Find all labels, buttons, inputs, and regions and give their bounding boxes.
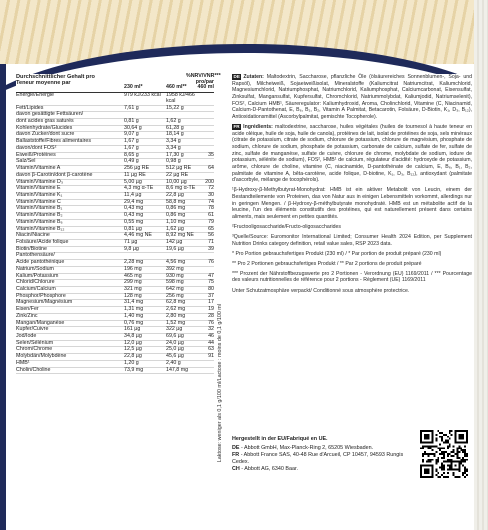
table-row bbox=[16, 354, 214, 361]
row-value-nrv bbox=[198, 146, 214, 152]
header-col-nrv-sub: pro/par 460 ml bbox=[195, 78, 214, 91]
row-value-230ml: 4,3 mg α-TE bbox=[124, 185, 154, 192]
row-value-460ml: 322 µg bbox=[166, 326, 183, 333]
row-value-nrv: 91 bbox=[208, 353, 214, 360]
row-label: Kalium/Potassium bbox=[16, 272, 59, 279]
lactose-note bbox=[217, 304, 227, 464]
table-row bbox=[16, 368, 214, 375]
row-value-nrv bbox=[198, 139, 214, 145]
row-label: dont acides gras saturés bbox=[16, 118, 74, 125]
row-label: Cholin/Choline bbox=[16, 366, 51, 373]
row-value-460ml: 22 µg RE bbox=[166, 171, 189, 178]
row-value-nrv: 71 bbox=[208, 238, 214, 245]
row-value-nrv bbox=[198, 132, 214, 138]
row-label: davon β-Carotin/dont β-carotène bbox=[16, 171, 93, 178]
row-value-nrv bbox=[198, 112, 214, 118]
row-value-230ml: 1,67 g bbox=[124, 138, 139, 145]
nutrition-rows bbox=[16, 93, 214, 374]
row-value-460ml: 3,34 g bbox=[166, 138, 181, 145]
row-value-nrv: 32 bbox=[208, 326, 214, 333]
row-value-230ml: 12,5 µg bbox=[124, 346, 142, 353]
row-value-460ml: 2,62 mg bbox=[166, 306, 186, 313]
row-value-460ml: 642 mg bbox=[166, 286, 184, 292]
row-value-460ml: 1,10 mg bbox=[166, 218, 186, 225]
row-value-460ml: 22,8 µg bbox=[166, 191, 184, 198]
row-value-230ml: 11,4 µg bbox=[124, 191, 142, 198]
row-label: Vitamin/Vitamine B₆ bbox=[16, 218, 63, 225]
row-label: Ballaststoffe/Fibres alimentaires bbox=[16, 138, 91, 145]
row-value-230ml: 979 kJ/233 kcal bbox=[124, 92, 161, 99]
lactose-note-text: Laktose: weniger als 0,1 g/100 ml/Lactose : moins de 0,1 g/100 ml bbox=[217, 304, 223, 463]
footnote-two-portions: ** Pro 2 Portionen gebrauchsfertiges Produkt / ** Par 2 portions de produit préparé bbox=[232, 260, 422, 267]
row-value-460ml: 392 mg bbox=[166, 265, 184, 272]
row-value-460ml: 19,6 µg bbox=[166, 245, 184, 252]
row-value-460ml: 256 mg bbox=[166, 292, 184, 299]
row-label: Mangan/Manganèse bbox=[16, 319, 65, 326]
decorative-left-stripe bbox=[0, 64, 6, 530]
row-value-nrv: 76 bbox=[208, 319, 214, 326]
row-value-230ml: 7,61 g bbox=[124, 104, 139, 111]
row-value-nrv bbox=[198, 368, 214, 374]
row-value-230ml: 34,8 µg bbox=[124, 333, 142, 340]
row-value-460ml: 3,34 g bbox=[166, 144, 181, 151]
row-value-nrv: 30 bbox=[208, 191, 214, 198]
header-label-fr: Teneur moyenne par bbox=[16, 80, 71, 87]
row-value-230ml: 0,76 mg bbox=[124, 319, 144, 326]
row-value-460ml: 24,0 µg bbox=[166, 339, 184, 346]
row-value-nrv: 65 bbox=[208, 225, 214, 232]
ingredients-column bbox=[232, 74, 472, 298]
nutrition-table-header bbox=[16, 73, 221, 93]
footnote-packaging: Unter Schutzatmosphäre verpackt/ Conditionné sous atmosphère protectrice. bbox=[232, 287, 410, 294]
label-panel bbox=[16, 74, 474, 524]
row-value-230ml: 321 mg bbox=[124, 286, 142, 292]
row-label: Magnesium/Magnésium bbox=[16, 299, 73, 306]
row-value-nrv: 63 bbox=[208, 346, 214, 353]
row-value-nrv: 44 bbox=[208, 339, 214, 346]
row-label: Vitamin/Vitamine B₁₂ bbox=[16, 225, 65, 232]
row-label: Salz/Sel bbox=[16, 158, 36, 165]
row-label: Calcium/Calcium bbox=[16, 286, 56, 292]
row-value-nrv: 74 bbox=[208, 198, 214, 205]
header-label-de: Durchschnittlicher Gehalt pro bbox=[16, 74, 95, 80]
row-value-460ml: 61,28 g bbox=[166, 124, 184, 131]
row-value-460ml: 0,98 g bbox=[166, 158, 181, 165]
row-value-nrv bbox=[198, 173, 214, 179]
row-value-460ml: 2,40 g bbox=[166, 359, 181, 366]
row-value-230ml: 1,40 mg bbox=[124, 312, 144, 319]
row-value-230ml: 0,49 g bbox=[124, 158, 139, 165]
row-value-230ml: 299 mg bbox=[124, 279, 142, 286]
header-col-230ml: 230 ml* bbox=[124, 84, 143, 91]
row-value-460ml: 15,22 g bbox=[166, 104, 184, 111]
row-value-230ml: 9,8 µg bbox=[124, 245, 139, 252]
row-value-460ml: 1,62 µg bbox=[166, 225, 184, 232]
row-label: Kohlenhydrate/Glucides bbox=[16, 124, 73, 131]
row-label: HMB¹ bbox=[16, 359, 30, 366]
row-value-230ml: 4,46 mg NE bbox=[124, 232, 152, 239]
footnote-source: ³Quelle/Source: Euromonitor International Limited; Consumer Health 2024 Edition, per Supplement Nutrition Drinks category definition, retail value sales, RSP 2023 data. bbox=[232, 234, 472, 247]
row-value-460ml: 8,6 mg α-TE bbox=[166, 185, 196, 192]
ingredients-de-label: Zutaten: bbox=[243, 74, 264, 80]
row-label: Jod/Iode bbox=[16, 333, 37, 340]
row-value-nrv: 72 bbox=[208, 185, 214, 192]
row-value-230ml: 161 µg bbox=[124, 326, 141, 333]
ingredients-de-body: Maltodextrin, Saccharose, pflanzliche Öle (ölsäurereiches Sonnenblumen-, Soja- und Rapsöl), Milcheiweiß, Sojaeiweißisolat, Mineralstoffe (Kaliumcitrat Natriumcitrat, Kaliumchlorid, Magnesiumchlorid, Natriumphosphat, Natriumchlorid, Kaliumphosphat, Calciumcarbonat, Eisensulfat, Zinksulfat, Mangansulfat, Kupfersulfat, Chromchlorid, Natriummolybdat, Kaliumjodid, Natriumselenit), FOS², Calcium HMB¹, Säureregulator: Kaliumhydroxid, Aroma, Cholinchlorid, Vitamine (C, Niacinamid, Calcium-D-Pantothenat, E, B₆, B₁, B₂, Vitamin A Palmitat, Betacarotin, Folsäure, D-Biotin, K₁, D₃, B₁₂), Antioxidationsmittel (Ascorbylpalmitat, gemischte Tocopherole). bbox=[232, 74, 472, 120]
row-value-230ml: 5,00 µg bbox=[124, 178, 142, 185]
row-value-nrv: 78 bbox=[208, 205, 214, 212]
row-value-nrv: 80 bbox=[208, 286, 214, 292]
row-value-nrv bbox=[198, 119, 214, 125]
row-value-460ml: 1958 kJ/466 kcal bbox=[166, 92, 195, 104]
row-label: Kupfer/Cuivre bbox=[16, 326, 49, 333]
row-value-460ml: 512 µg RE bbox=[166, 165, 192, 172]
lang-badge-fr: FR bbox=[233, 123, 240, 129]
ingredients-fr bbox=[232, 124, 472, 184]
row-value-230ml: 0,43 mg bbox=[124, 212, 144, 219]
row-value-nrv: 19 bbox=[208, 306, 214, 313]
row-value-460ml: 598 mg bbox=[166, 279, 184, 286]
manufacturer-de: DE - Abbott GmbH, Max-Planck-Ring 2, 65205 Wiesbaden. bbox=[232, 445, 374, 452]
row-label: Vitamin/Vitamine B₂ bbox=[16, 212, 63, 219]
row-value-230ml: 2,28 mg bbox=[124, 259, 144, 266]
row-label: Vitamin/Vitamine E bbox=[16, 185, 61, 192]
row-label: Fett/Lipides bbox=[16, 104, 44, 111]
manufacturer-fr: FR - Abbott France SAS, 40-48 Rue d'Arcueil, CP 10457, 94593 Rungis Cedex. bbox=[232, 452, 404, 466]
row-label: Chlorid/Chlorure bbox=[16, 279, 55, 286]
row-value-230ml: 11 µg RE bbox=[124, 171, 146, 178]
row-value-460ml: 1,62 g bbox=[166, 118, 181, 125]
row-value-460ml: 930 mg bbox=[166, 272, 184, 279]
row-value-nrv: 79 bbox=[208, 218, 214, 225]
row-value-230ml: 0,55 mg bbox=[124, 218, 144, 225]
row-value-nrv: 200 bbox=[205, 178, 214, 185]
row-value-nrv bbox=[198, 126, 214, 132]
row-value-460ml: 2,80 mg bbox=[166, 312, 186, 319]
row-value-460ml: 69,6 µg bbox=[166, 333, 184, 340]
row-value-230ml: 1,67 g bbox=[124, 144, 139, 151]
ingredients-fr-body: maltodextrine, saccharose, huiles végétales (huiles de tournesol à haute teneur en acide oléique, huile de soja, huile de canola), protéines de lait, isolat de protéines de soja, sels minéraux (citrate de potassium, citrate de sodium, chlorure de potassium, chlorure de magnésium, phosphate de sodium, chlorure de sodium, phosphate de potassium, carbonate de calcium, sulfate de fer, sulfate de zinc, sulfate de manganèse, sulfate de cuivre, chlorure de chrome, molybdate de sodium, iodure de potassium, sélénite de sodium), FOS², HMB¹ de calcium, régulateur d'acidité: hydroxyde de potassium, arôme, chlorure de choline, vitamine (C, niacinamide, D-pantothénate de calcium, E, B₆, B₁, B₂, palmitate de vitamine A, bêta-carotène, acide folique, D-biotine, K₁, D₃, B₁₂), antioxydant (palmitate d'ascorbyle, mélange de tocophérols). bbox=[232, 123, 472, 184]
footnote-hmb: ¹β-Hydroxy-β-Methylbutyrat-Monohydrat: HMB ist ein aktiver Metabolit von Leucin, einem der Bestandteilemente von Proteinen, das von Natur aus in einigen Lebensmitteln vorkommt, allerdings nur in geringen Mengen. / β-Hydroxy-β-méthylbutyrate monohydraté. HMB est un métabolite actif de la leucine, l'un des éléments constitutifs des protéines, qui est naturellement présent dans certains aliments, mais seulement en petites quantités. bbox=[232, 187, 472, 220]
row-value-460ml: 0,86 mg bbox=[166, 205, 186, 212]
decorative-right-edge bbox=[474, 0, 488, 530]
table-row bbox=[16, 153, 214, 160]
row-value-460ml: 147,8 mg bbox=[166, 366, 189, 373]
row-label: Selen/Sélénium bbox=[16, 339, 54, 346]
manufacturer-ch: CH - Abbott AG, 6340 Baar. bbox=[232, 466, 298, 473]
row-value-460ml: 58,8 mg bbox=[166, 198, 186, 205]
row-value-460ml: 0,86 mg bbox=[166, 212, 186, 219]
row-label: davon gesättigte Fettsäuren/ bbox=[16, 111, 84, 118]
row-value-230ml: 128 mg bbox=[124, 292, 142, 299]
row-value-460ml: 1,52 mg bbox=[166, 319, 186, 326]
row-label: Eisen/Fer bbox=[16, 306, 39, 313]
header-col-nrv: %NRV/VNR*** bbox=[186, 73, 221, 79]
row-value-nrv: 61 bbox=[208, 212, 214, 219]
row-label: Vitamin/Vitamine C bbox=[16, 198, 61, 205]
row-value-230ml: 29,4 mg bbox=[124, 198, 144, 205]
row-label: davon/dont FOS² bbox=[16, 144, 57, 151]
row-value-nrv: 17 bbox=[208, 299, 214, 306]
row-value-460ml: 18,14 g bbox=[166, 131, 184, 138]
qr-code-icon[interactable] bbox=[420, 430, 468, 478]
row-label: Vitamin/Vitamine A bbox=[16, 165, 61, 172]
row-value-nrv bbox=[198, 267, 214, 273]
row-value-230ml: 12,0 µg bbox=[124, 339, 142, 346]
row-label: davon Zucker/dont sucre bbox=[16, 131, 75, 138]
row-value-230ml: 30,64 g bbox=[124, 124, 142, 131]
table-row bbox=[16, 93, 214, 105]
row-value-460ml: 142 µg bbox=[166, 238, 183, 245]
row-label: Zink/Zinc bbox=[16, 312, 38, 319]
row-value-460ml: 25,0 µg bbox=[166, 346, 184, 353]
row-label: Acide pantothénique bbox=[16, 259, 65, 266]
row-value-230ml: 31,4 mg bbox=[124, 299, 144, 306]
row-value-230ml: 73,9 mg bbox=[124, 366, 144, 373]
row-value-460ml: 10,00 µg bbox=[166, 178, 187, 185]
row-value-230ml: 1,20 g bbox=[124, 359, 139, 366]
lang-badge-de: DE bbox=[233, 74, 240, 79]
row-value-nrv bbox=[198, 106, 214, 112]
row-value-230ml: 9,07 g bbox=[124, 131, 139, 138]
row-value-nrv: 39 bbox=[208, 245, 214, 252]
nutrition-table bbox=[16, 73, 221, 374]
ingredients-fr-label: Ingrédients: bbox=[243, 123, 273, 130]
row-label: Molybdän/Molybdène bbox=[16, 353, 67, 360]
row-value-nrv bbox=[198, 361, 214, 367]
row-label: Vitamin/Vitamine K₁ bbox=[16, 191, 63, 198]
header-col-460ml: 460 ml** bbox=[166, 84, 187, 91]
row-value-nrv: 76 bbox=[208, 259, 214, 266]
row-value-230ml: 8,65 g bbox=[124, 151, 139, 158]
row-value-nrv: 64 bbox=[208, 165, 214, 172]
row-label: Energie/Energie bbox=[16, 92, 54, 99]
row-value-230ml: 0,43 mg bbox=[124, 205, 144, 212]
footnote-fos: ²Fructooligosaccharide/Fructo-oligosaccharides bbox=[232, 223, 341, 230]
row-label: Vitamin/Vitamine D₃ bbox=[16, 178, 64, 185]
row-value-460ml: 17,30 g bbox=[166, 151, 184, 158]
manufacturer-title: Hergestellt in der EU/Fabriqué en UE. bbox=[232, 436, 328, 442]
row-value-nrv: 56 bbox=[208, 232, 214, 239]
row-label: Biotin/Biotine bbox=[16, 245, 47, 252]
row-value-230ml: 465 mg bbox=[124, 272, 142, 279]
row-value-230ml: 0,81 µg bbox=[124, 225, 142, 232]
row-value-460ml: 45,6 µg bbox=[166, 353, 184, 360]
row-label: Chrom/Chrome bbox=[16, 346, 53, 353]
row-value-460ml: 8,92 mg NE bbox=[166, 232, 194, 239]
manufacturer-info bbox=[232, 436, 410, 473]
row-value-230ml: 196 mg bbox=[124, 265, 142, 272]
row-label: Natrium/Sodium bbox=[16, 265, 54, 272]
row-value-230ml: 0,81 g bbox=[124, 118, 139, 125]
row-label: Pantothensäure/ bbox=[16, 252, 55, 259]
row-label: Folsäure/Acide folique bbox=[16, 238, 69, 245]
row-value-nrv: 35 bbox=[208, 151, 214, 158]
footnote-nrv: *** Prozent der Nährstoffbezugswerte pro 2 Portionen - Verordnung (EU) 1169/2011 / *** Pourcentage des valeurs nutritionnelles de référence pour 2 portions - Règlement (UE) 1169/2011 bbox=[232, 270, 472, 284]
table-row bbox=[16, 327, 214, 334]
row-label: Vitamin/Vitamine B₁ bbox=[16, 205, 63, 212]
row-value-nrv: 46 bbox=[208, 333, 214, 340]
row-value-460ml: 62,8 mg bbox=[166, 299, 186, 306]
row-label: Niacin/Niacine bbox=[16, 232, 50, 239]
row-value-nrv: 28 bbox=[208, 312, 214, 319]
row-value-230ml: 256 µg RE bbox=[124, 165, 150, 172]
footnote-portion: * Pro Portion gebrauchsfertiges Produkt (230 ml) / * Par portion de produit préparé (230 ml) bbox=[232, 250, 442, 257]
row-label: Eiweiß/Protéines bbox=[16, 151, 56, 158]
row-value-230ml: 1,31 mg bbox=[124, 306, 144, 313]
row-value-nrv: 37 bbox=[208, 292, 214, 299]
row-value-nrv bbox=[198, 93, 214, 104]
row-value-230ml: 22,8 µg bbox=[124, 353, 142, 360]
row-value-nrv: 75 bbox=[208, 279, 214, 286]
row-value-nrv: 47 bbox=[208, 272, 214, 279]
ingredients-de bbox=[232, 74, 472, 121]
row-value-460ml: 4,56 mg bbox=[166, 259, 186, 266]
row-label: Phosphor/Phosphore bbox=[16, 292, 66, 299]
row-value-230ml: 71 µg bbox=[124, 238, 138, 245]
